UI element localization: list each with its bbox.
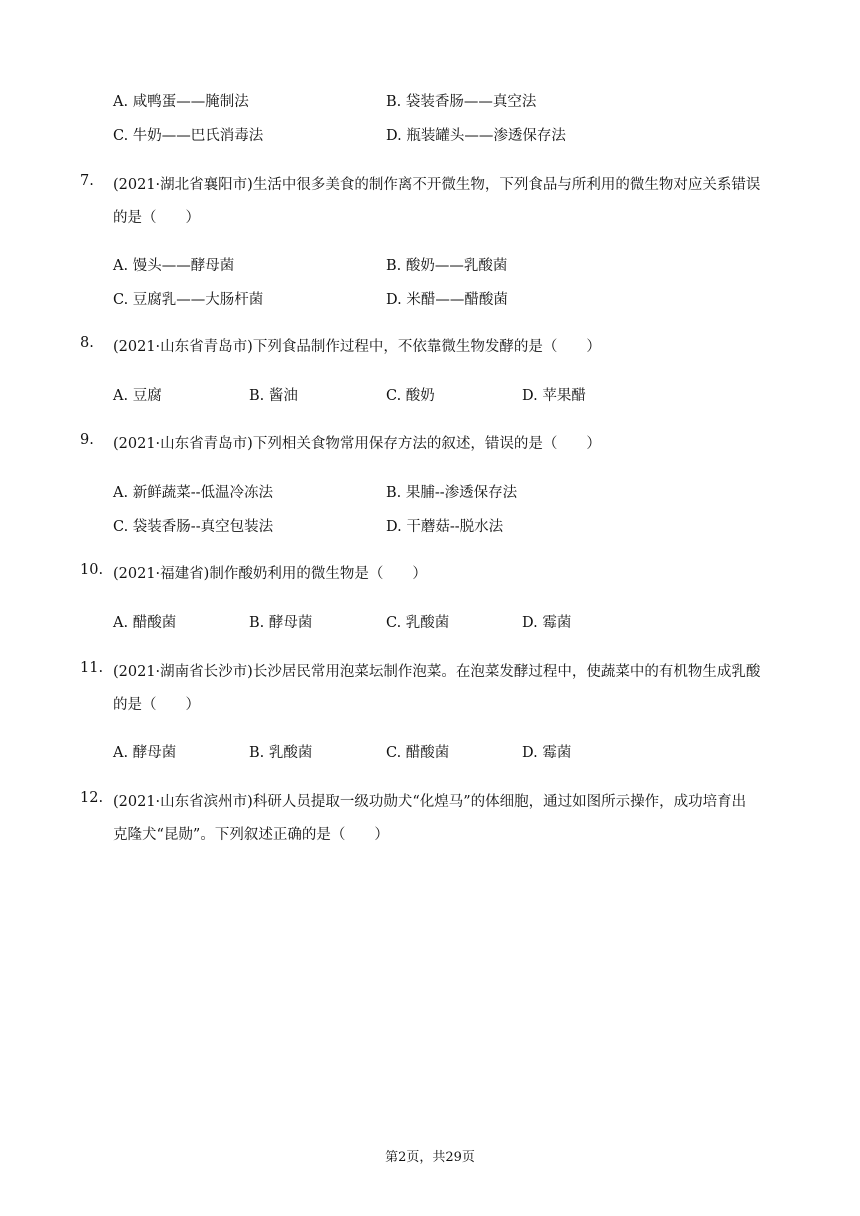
question-number: 8. (80, 335, 94, 351)
option-d: D. 米醋——醋酸菌 (386, 292, 508, 308)
question-text: (2021·山东省滨州市)科研人员提取一级功勋犬“化煌马”的体细胞，通过如图所示操作，成功培育出 (113, 794, 747, 810)
question-number: 7. (80, 173, 94, 189)
question-number: 10. (80, 562, 104, 578)
option-b: B. 酸奶——乳酸菌 (386, 258, 508, 274)
option-d: D. 霉菌 (522, 615, 572, 631)
option-b: B. 袋装香肠——真空法 (386, 94, 537, 110)
option-c: C. 牛奶——巴氏消毒法 (113, 128, 264, 144)
option-a: A. 醋酸菌 (113, 615, 177, 631)
option-d: D. 干蘑菇--脱水法 (386, 519, 504, 535)
option-b: B. 果脯--渗透保存法 (386, 485, 518, 501)
option-d: D. 苹果醋 (522, 388, 586, 404)
option-b: B. 酵母菌 (249, 615, 313, 631)
question-text: (2021·湖北省襄阳市)生活中很多美食的制作离不开微生物，下列食品与所利用的微生物对应关系错误 (113, 177, 761, 193)
question-number: 12. (80, 790, 104, 806)
page-footer: 第2页，共29页 (385, 1150, 475, 1165)
option-c: C. 豆腐乳——大肠杆菌 (113, 292, 264, 308)
option-b: B. 乳酸菌 (249, 745, 313, 761)
option-a: A. 酵母菌 (113, 745, 177, 761)
option-b: B. 酱油 (249, 388, 298, 404)
question-number: 11. (80, 660, 104, 676)
question-text-continued: 的是（ ） (113, 697, 200, 713)
option-c: C. 醋酸菌 (386, 745, 450, 761)
question-text: (2021·山东省青岛市)下列食品制作过程中，不依靠微生物发酵的是（ ） (113, 339, 601, 355)
option-d: D. 瓶装罐头——渗透保存法 (386, 128, 566, 144)
option-a: A. 新鲜蔬菜--低温冷冻法 (113, 485, 273, 501)
question-number: 9. (80, 432, 94, 448)
option-a: A. 豆腐 (113, 388, 162, 404)
question-text-continued: 的是（ ） (113, 210, 200, 226)
question-text: (2021·山东省青岛市)下列相关食物常用保存方法的叙述，错误的是（ ） (113, 436, 601, 452)
option-c: C. 袋装香肠--真空包装法 (113, 519, 274, 535)
question-text: (2021·福建省)制作酸奶利用的微生物是（ ） (113, 566, 427, 582)
option-c: C. 乳酸菌 (386, 615, 450, 631)
question-text-continued: 克隆犬“昆勋”。下列叙述正确的是（ ） (113, 827, 389, 843)
option-a: A. 咸鸭蛋——腌制法 (113, 94, 249, 110)
question-text: (2021·湖南省长沙市)长沙居民常用泡菜坛制作泡菜。在泡菜发酵过程中，使蔬菜中的有机物生成乳酸 (113, 664, 761, 680)
option-c: C. 酸奶 (386, 388, 435, 404)
option-a: A. 馒头——酵母菌 (113, 258, 235, 274)
option-d: D. 霉菌 (522, 745, 572, 761)
